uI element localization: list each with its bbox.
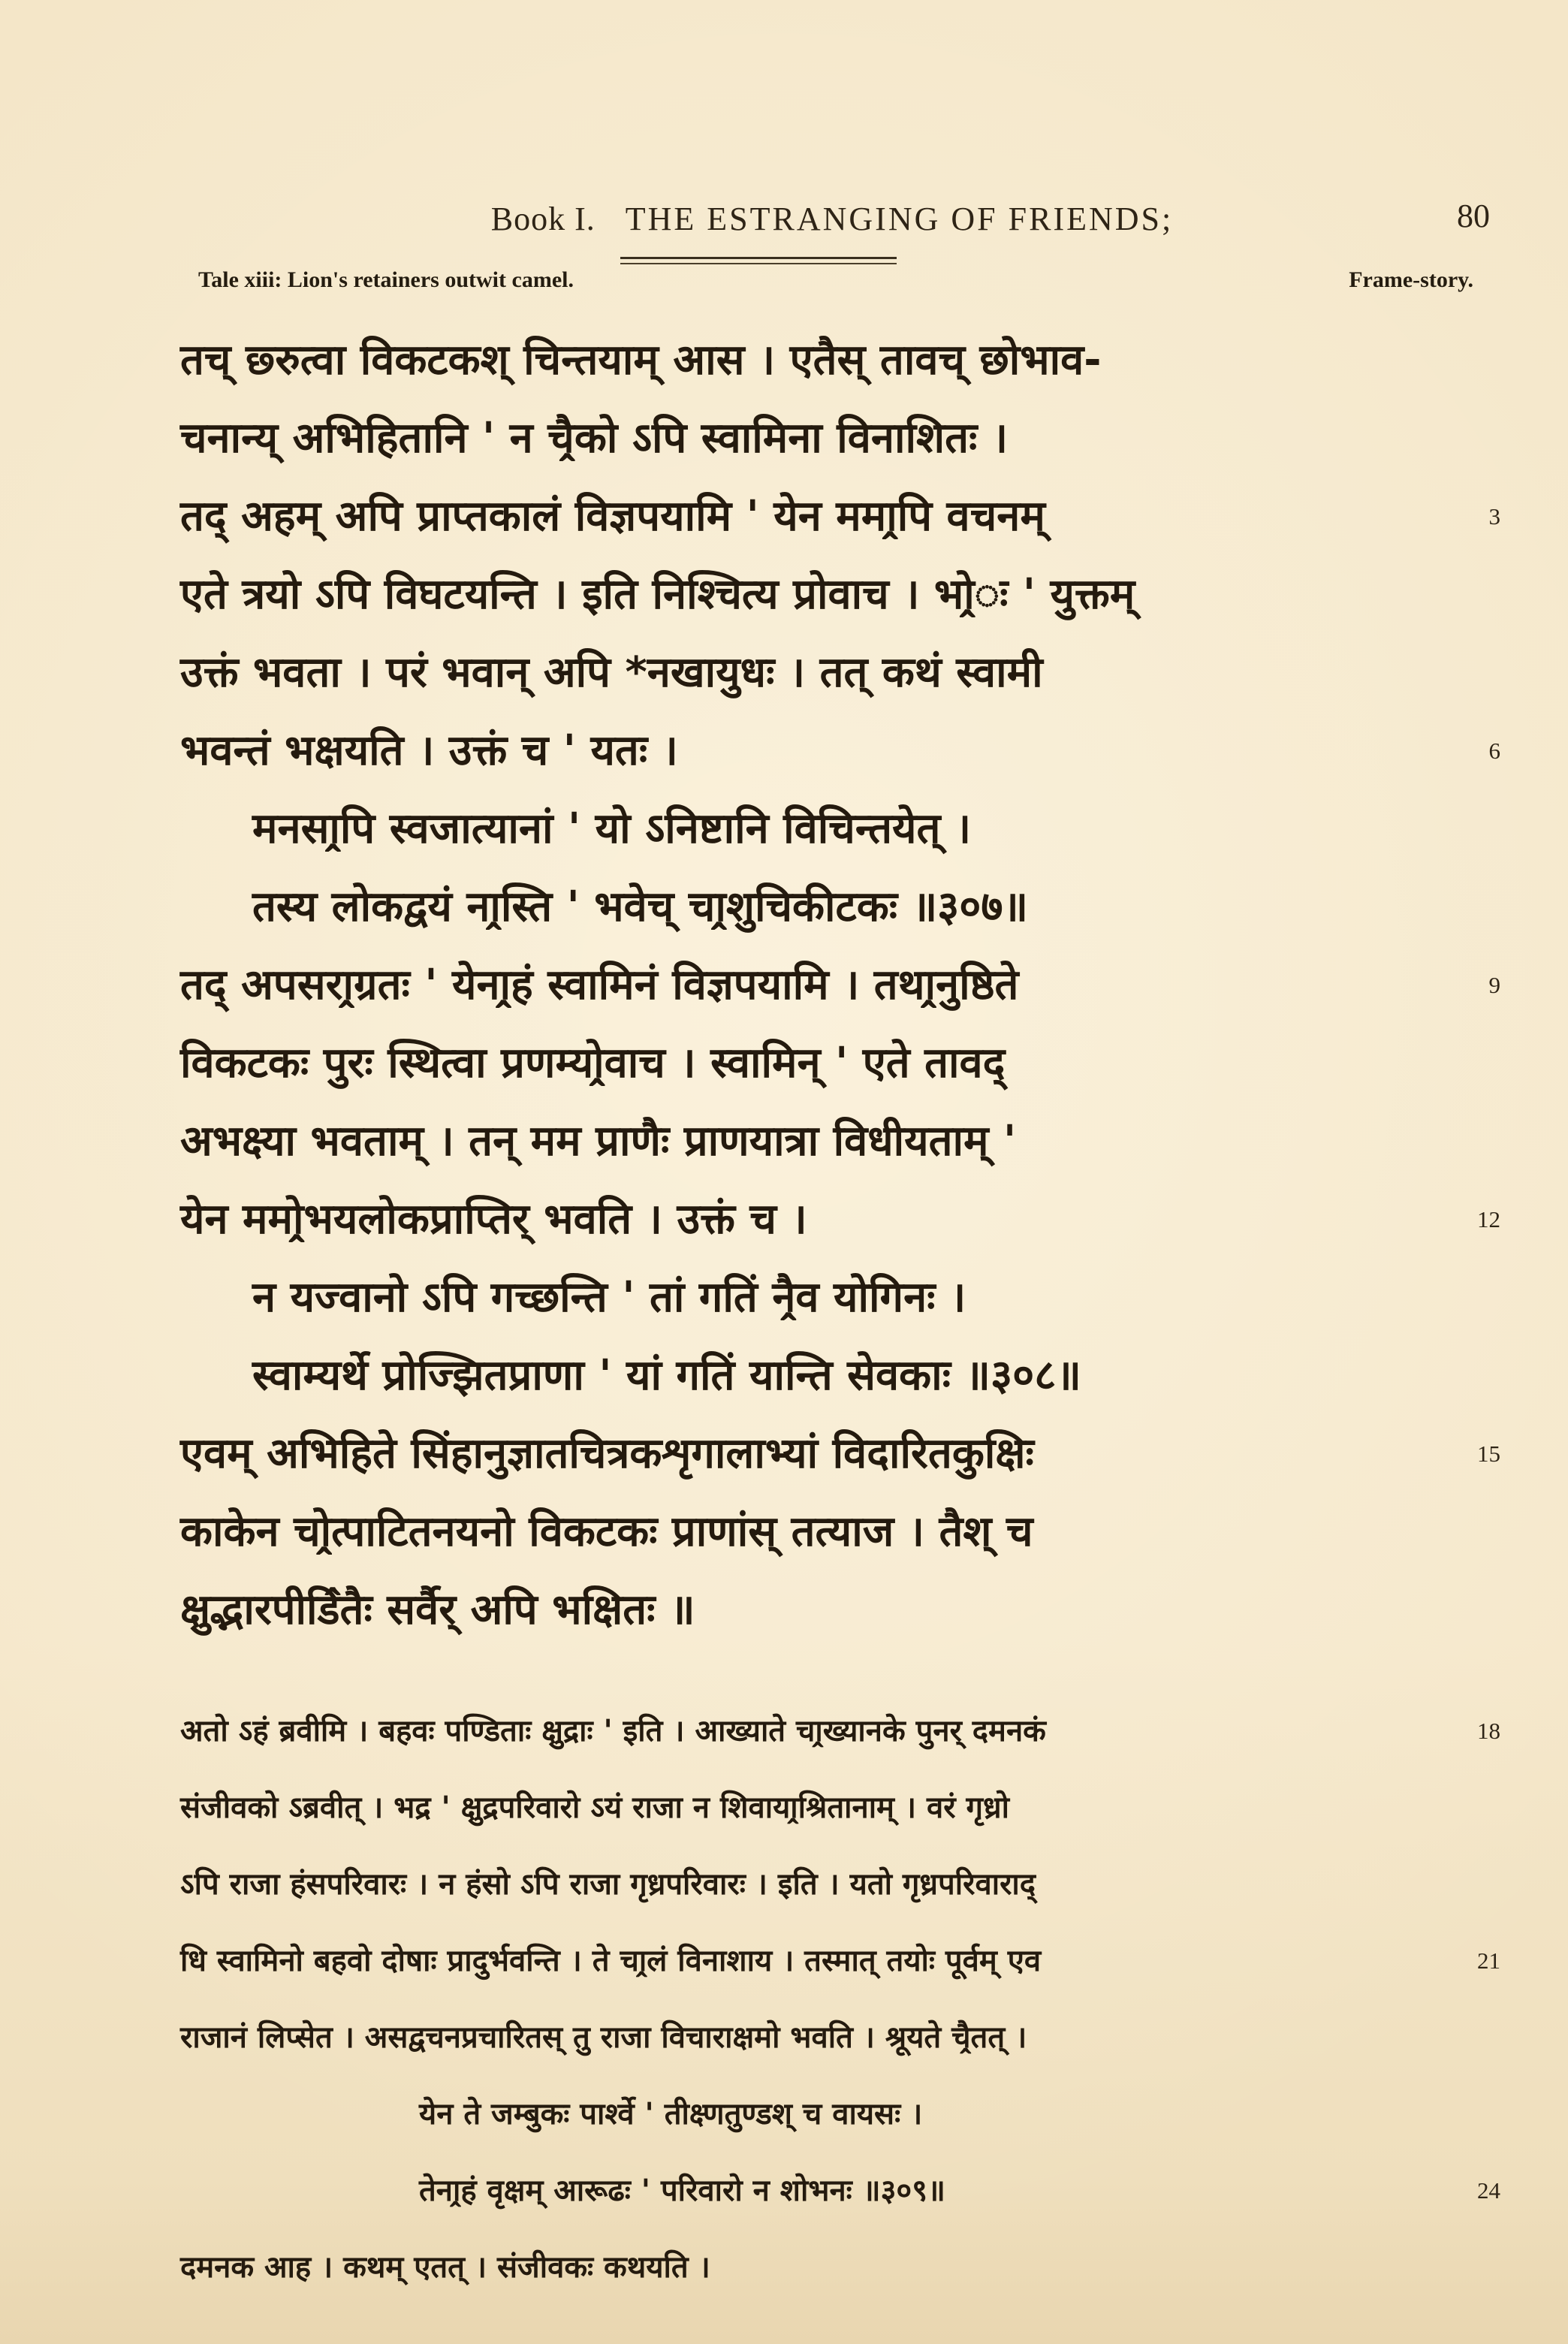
- text-line: एवम् अभिहिते सिंहानुज्ञातचित्रकशृगालाभ्यां विदारितकुक्षिः 15: [180, 1415, 1502, 1493]
- divider-rule: [620, 257, 897, 264]
- text-line: उक्तं भवता । परं भवान् अपि *नखायुधः । तत् कथं स्वामी: [180, 648, 1043, 697]
- margin-line-number: 6: [1488, 738, 1500, 764]
- sanskrit-text-block: [180, 321, 1502, 2306]
- book-label: Book I.: [490, 201, 596, 237]
- text-line: एते त्रयो ऽपि विघटयन्ति । इति निश्चित्य प्रोवाच । भो̭ः ' युक्तम्: [180, 570, 1135, 619]
- commentary-line: दमनक आह । कथम् एतत् । संजीवकः कथयति ।: [180, 2250, 710, 2285]
- frame-story-caption: Frame-story.: [1349, 267, 1473, 292]
- verse-line: स्वाम्यर्थे प्रोज्झितप्राणा ' यां गतिं यान्ति सेवकाः ॥३०८॥: [252, 1351, 1081, 1400]
- running-head: [48, 200, 1568, 238]
- text-line: काकेन चो̭त्पाटितनयनो विकटकः प्राणांस् तत्याज । तैश् च: [180, 1507, 1033, 1556]
- commentary-line: राजानं लिप्सेत । असद्वचनप्रचारितस् तु राजा विचाराक्षमो भवति । श्रूयते चै̭तत् ।: [180, 2020, 1027, 2055]
- text-line: भवन्तं भक्षयति । उक्तं च ' यतः । 6: [180, 712, 1502, 790]
- tale-caption: Tale xiii: Lion's retainers outwit camel.: [198, 267, 574, 292]
- margin-line-number: 3: [1488, 503, 1500, 529]
- text-line: चनान्य् अभिहितानि ' न चै̭को ऽपि स्वामिना विनाशितः ।: [180, 414, 1009, 463]
- margin-line-number: 9: [1488, 972, 1500, 998]
- margin-line-number: 24: [1477, 2177, 1500, 2204]
- margin-line-number: 21: [1477, 1947, 1500, 1974]
- commentary-line: धि स्वामिनो बहवो दोषाः प्रादुर्भवन्ति । ते चा̭लं विनाशाय । तस्मात् तयोः पूर्वम् एव 21: [180, 1923, 1502, 1999]
- caption-row: [198, 267, 1473, 293]
- margin-line-number: 12: [1477, 1206, 1500, 1232]
- text-line: तच् छ्रुत्वा विकटकश् चिन्तयाम् आस । एतैस् तावच् छोभाव-: [180, 336, 1102, 385]
- text-line: येन ममो̭भयलोकप्राप्तिर् भवति । उक्तं च । 12: [180, 1181, 1502, 1259]
- page-title: THE ESTRANGING OF FRIENDS;: [625, 201, 1174, 237]
- text-line: तद् अहम् अपि प्राप्तकालं विज्ञपयामि ' येन ममा̭पि वचनम् 3: [180, 478, 1502, 556]
- commentary-verse-line: येन ते जम्बुकः पार्श्वे ' तीक्ष्णतुण्डश् च वायसः ।: [419, 2097, 923, 2131]
- text-line: अभक्ष्या भवताम् । तन् मम प्राणैः प्राणयात्रा विधीयताम् ': [180, 1117, 1017, 1166]
- commentary-verse-line: तेना̭हं वृक्षम् आरूढः ' परिवारो न शोभनः ॥३०९॥ 24: [180, 2152, 1502, 2229]
- page-number: 80: [1457, 198, 1490, 234]
- verse-line: तस्य लोकद्वयं ना̭स्ति ' भवेच् चा̭शुचिकीटकः ॥३०७॥: [252, 882, 1029, 931]
- margin-line-number: 18: [1477, 1718, 1500, 1744]
- commentary-line: संजीवको ऽब्रवीत् । भद्र ' क्षुद्रपरिवारो ऽयं राजा न शिवाया̭श्रितानाम् । वरं गृध्रो: [180, 1790, 1009, 1825]
- margin-line-number: 15: [1477, 1440, 1500, 1467]
- text-line: क्षुद्भारपीडि̂तैः सर्वैर् अपि भक्षितः ॥: [180, 1585, 695, 1634]
- commentary-line: अतो ऽहं ब्रवीमि । बहवः पण्डिताः क्षुद्राः ' इति । आख्याते चा̭ख्यानके पुनर् दमनकं 18: [180, 1693, 1502, 1769]
- text-line: तद् अपसरा̭ग्रतः ' येना̭हं स्वामिनं विज्ञपयामि । तथा̭नुष्ठिते 9: [180, 946, 1502, 1024]
- text-line: विकटकः पुरः स्थित्वा प्रणम्यो̭वाच । स्वामिन् ' एते तावद्: [180, 1039, 1006, 1088]
- verse-line: मनसा̭पि स्वजात्यानां ' यो ऽनिष्टानि विचिन्तयेत् ।: [252, 804, 972, 853]
- commentary-line: ऽपि राजा हंसपरिवारः । न हंसो ऽपि राजा गृध्रपरिवारः । इति । यतो गृध्रपरिवाराद्: [180, 1867, 1036, 1902]
- verse-line: न यज्वानो ऽपि गच्छन्ति ' तां गतिं नै̭व योगिनः ।: [252, 1273, 966, 1322]
